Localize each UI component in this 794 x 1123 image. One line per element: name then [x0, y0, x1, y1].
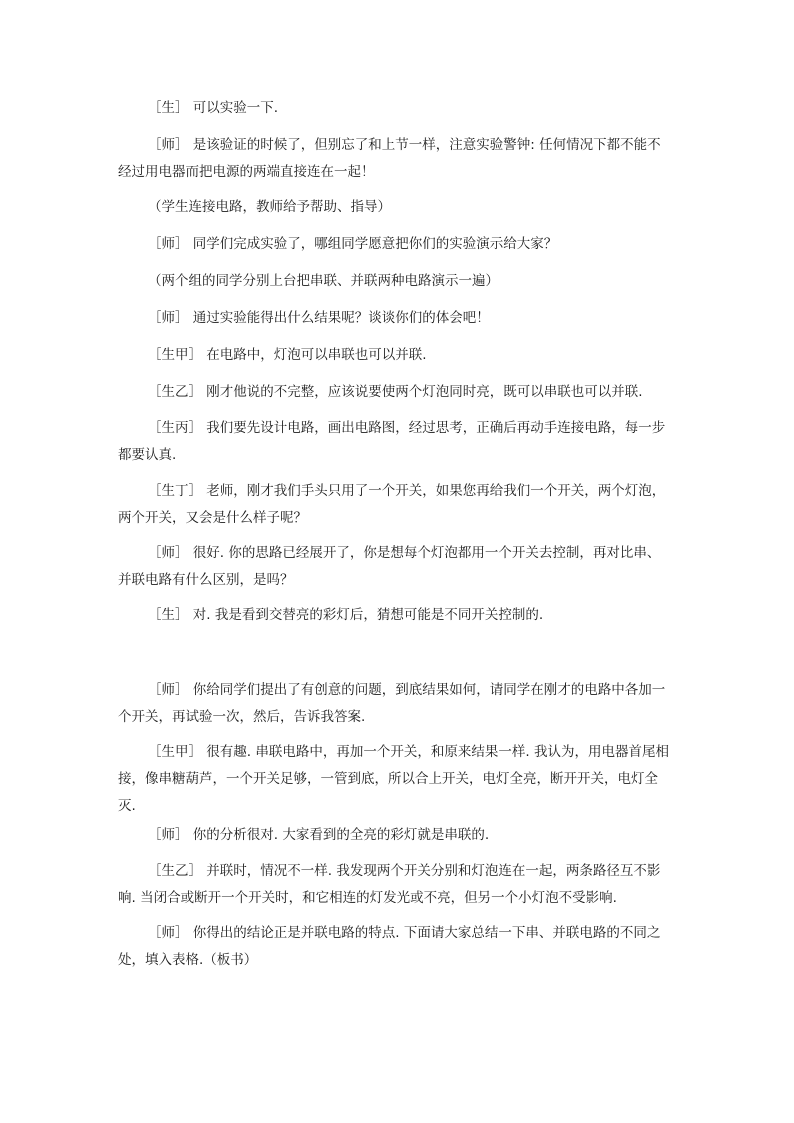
- paragraph-student-c: [118, 415, 678, 469]
- text-line: 经过用电器而把电源的两端直接连在一起！: [118, 164, 375, 180]
- text-line: 并联电路有什么区别，是吗？: [118, 572, 294, 588]
- text-line: ［师］ 很好. 你的思路已经展开了，你是想每个灯泡都用一个开关去控制，再对比串、: [148, 545, 661, 561]
- paragraph-student-d: [118, 478, 678, 532]
- paragraph-student-a: [118, 342, 678, 369]
- text-line: ［师］ 你给同学们提出了有创意的问题，到底结果如何，请同学在刚才的电路中各加一: [148, 682, 666, 698]
- text-line: （学生连接电路，教师给予帮助、指导）: [148, 199, 391, 215]
- paragraph-stage-direction: [118, 194, 678, 221]
- text-line: 灭.: [118, 798, 136, 814]
- text-line: ［生甲］ 在电路中，灯泡可以串联也可以并联.: [148, 347, 427, 363]
- paragraph-teacher-safety: [118, 132, 678, 186]
- text-line: 处，填入表格.（板书）: [118, 952, 258, 968]
- paragraph-student-suggest: [118, 95, 678, 122]
- paragraph-student-answer: [118, 602, 678, 629]
- text-line: ［师］ 同学们完成实验了，哪组同学愿意把你们的实验演示给大家？: [148, 236, 558, 252]
- paragraph-student-b-parallel: [118, 858, 678, 912]
- text-line: 接，像串糖葫芦，一个开关足够，一管到底，所以合上开关，电灯全亮，断开开关，电灯全: [118, 771, 658, 787]
- paragraph-teacher-question: [118, 305, 678, 332]
- paragraph-student-a-series: [118, 739, 678, 820]
- text-line: 两个开关，又会是什么样子呢？: [118, 510, 307, 526]
- paragraph-teacher-summary: [118, 920, 678, 974]
- text-line: ［生］ 对. 我是看到交替亮的彩灯后，猜想可能是不同开关控制的.: [148, 607, 544, 623]
- paragraph-teacher-praise: [118, 540, 678, 594]
- text-line: ［师］ 通过实验能得出什么结果呢？谈谈你们的体会吧！: [148, 310, 490, 326]
- text-line: （两个组的同学分别上台把串联、并联两种电路演示一遍）: [148, 273, 499, 289]
- text-line: ［师］ 是该验证的时候了，但别忘了和上节一样，注意实验警钟: 任何情况下都不能不: [148, 137, 661, 153]
- text-line: 都要认真.: [118, 447, 177, 463]
- text-line: ［生甲］ 很有趣. 串联电路中，再加一个开关，和原来结果一样. 我认为，用电器首尾相: [148, 744, 669, 760]
- text-line: ［生］ 可以实验一下.: [148, 100, 279, 116]
- paragraph-teacher-task: [118, 677, 678, 731]
- text-line: ［师］ 你得出的结论正是并联电路的特点. 下面请大家总结一下串、并联电路的不同之: [148, 925, 661, 941]
- text-line: ［生丁］ 老师，刚才我们手头只用了一个开关，如果您再给我们一个开关，两个灯泡，: [148, 483, 666, 499]
- text-line: ［生乙］ 并联时，情况不一样. 我发现两个开关分别和灯泡连在一起，两条路径互不影: [148, 863, 661, 879]
- paragraph-teacher-demo: [118, 231, 678, 258]
- text-line: 响. 当闭合或断开一个开关时，和它相连的灯发光或不亮，但另一个小灯泡不受影响.: [118, 890, 617, 906]
- text-line: 个开关，再试验一次，然后，告诉我答案.: [118, 709, 366, 725]
- paragraph-teacher-confirm: [118, 822, 678, 849]
- paragraph-student-b: [118, 379, 678, 406]
- text-line: ［生乙］ 刚才他说的不完整，应该说要使两个灯泡同时亮，既可以串联也可以并联.: [148, 384, 643, 400]
- text-line: ［师］ 你的分析很对. 大家看到的全亮的彩灯就是串联的.: [148, 827, 490, 843]
- text-line: ［生丙］ 我们要先设计电路，画出电路图，经过思考，正确后再动手连接电路，每一步: [148, 420, 666, 436]
- paragraph-stage-direction: [118, 268, 678, 295]
